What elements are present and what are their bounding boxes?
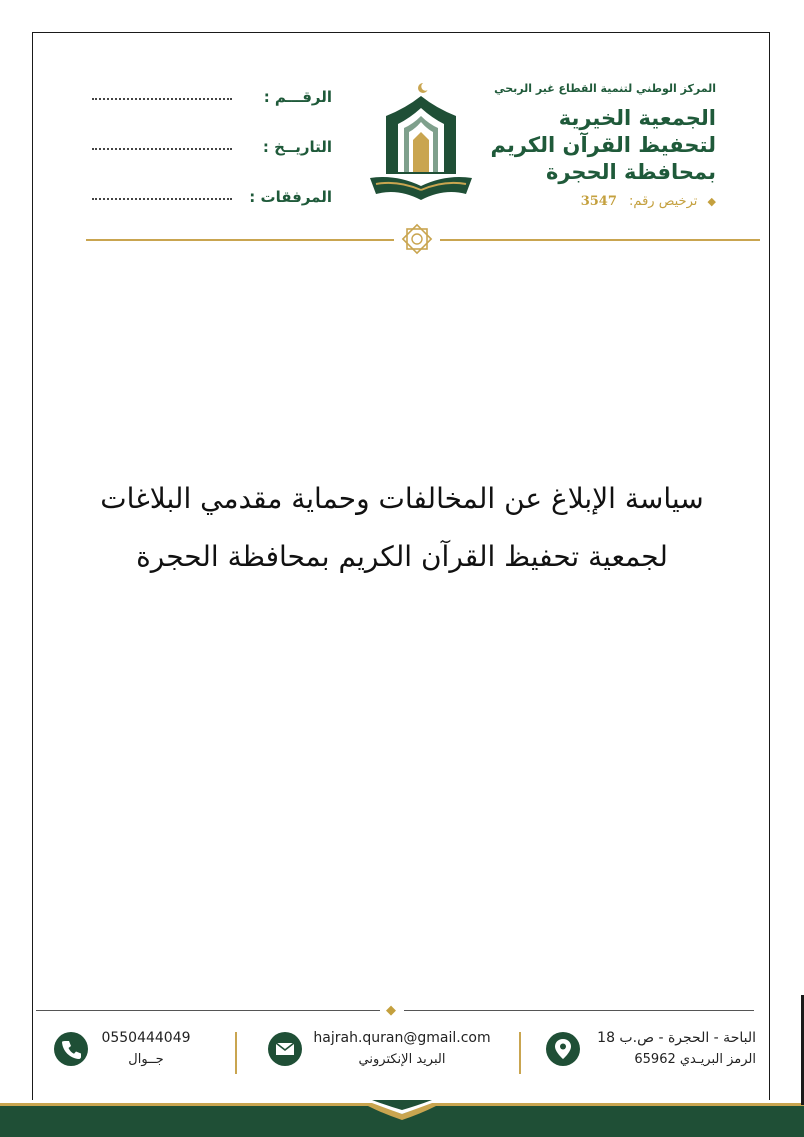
ref-date-row [92, 138, 332, 188]
footer-separator [519, 1032, 521, 1074]
diamond-icon: ◆ [707, 195, 716, 208]
license-label: ترخيص رقم: [629, 194, 698, 209]
license-number: 3547 [580, 194, 617, 209]
divider-line-left [86, 239, 394, 241]
document-title [60, 470, 744, 586]
email-label: البريد الإنكتروني [358, 1052, 446, 1067]
org-name-line: بمحافظة الحجرة [545, 160, 716, 184]
footer-band [0, 1100, 804, 1137]
ref-attachments-dots [92, 196, 232, 200]
ref-number-row [92, 88, 332, 138]
ref-date-label: التاريــخ : [262, 138, 332, 156]
letterhead [70, 62, 760, 272]
reference-fields [92, 88, 332, 238]
footer-email [312, 1030, 492, 1080]
location-pin-icon [546, 1032, 580, 1066]
footer-divider-left [36, 1010, 380, 1011]
header-divider [86, 238, 760, 240]
ref-date-dots [92, 146, 232, 150]
address-line: الباحة - الحجرة - ص.ب 18 [597, 1030, 756, 1046]
phone-icon [54, 1032, 88, 1066]
org-name-line: الجمعية الخيرية [558, 106, 716, 130]
octagram-ornament-icon [400, 222, 434, 256]
postal-code-line: الرمز البريـدي 65962 [634, 1052, 756, 1067]
phone-label: جــوال [128, 1052, 164, 1067]
ref-attachments-row [92, 188, 332, 238]
org-name [456, 105, 716, 186]
envelope-icon [268, 1032, 302, 1066]
organization-info [456, 82, 716, 209]
ref-number-label: الرقـــم : [263, 88, 332, 106]
footer-divider-right [404, 1010, 754, 1011]
org-name-line: لتحفيظ القرآن الكريم [490, 133, 716, 157]
license-line [456, 194, 716, 209]
ref-attachments-label: المرفقات : [249, 188, 332, 206]
footer-divider [36, 1003, 754, 1018]
ref-number-dots [92, 96, 232, 100]
footer-address [586, 1030, 756, 1080]
phone-number[interactable]: 0550444049 [101, 1030, 191, 1046]
document-title-line: لجمعية تحفيظ القرآن الكريم بمحافظة الحجرة [136, 540, 668, 573]
footer-phone [96, 1030, 196, 1080]
diamond-icon: ◆ [386, 1003, 396, 1018]
footer-separator [235, 1032, 237, 1074]
divider-line-right [440, 239, 760, 241]
email-address[interactable]: hajrah.quran@gmail.com [313, 1030, 491, 1046]
document-title-line: سياسة الإبلاغ عن المخالفات وحماية مقدمي البلاغات [100, 482, 704, 515]
org-parent-line: المركز الوطني لتنمية القطاع غير الربحي [494, 82, 716, 95]
